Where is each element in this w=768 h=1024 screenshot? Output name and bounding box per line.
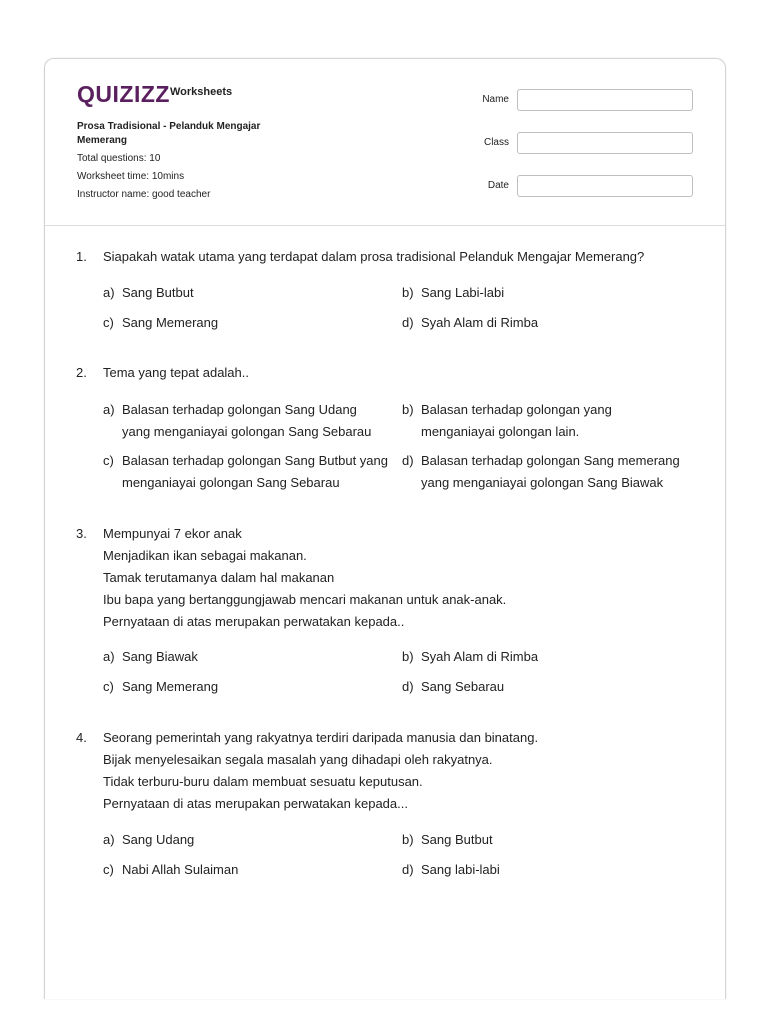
question-line: Mempunyai 7 ekor anak (103, 526, 242, 541)
question-number: 2. (76, 365, 87, 380)
class-field[interactable] (517, 132, 693, 154)
logo-subtitle: Worksheets (170, 86, 233, 98)
question-line: Bijak menyelesaikan segala masalah yang dihadapi oleh rakyatnya. (103, 752, 493, 767)
class-label: Class (483, 137, 509, 148)
quizizz-logo: QUIZIZZ (77, 81, 170, 107)
worksheet-header (45, 59, 725, 226)
question-line: Menjadikan ikan sebagai makanan. (103, 548, 307, 563)
worksheet-time: Worksheet time: 10mins (77, 171, 185, 182)
name-field[interactable] (517, 89, 693, 111)
worksheet-title: Prosa Tradisional - Pelanduk Mengajar Memerang (77, 121, 261, 146)
total-questions: Total questions: 10 (77, 153, 161, 164)
worksheet-page: QUIZIZZ Worksheets Prosa Tradisional - Pelanduk Mengajar Memerang Total questions: 10 Worksheet time: 10mins Instructor name: good teacher Name Class Date 1. Siapakah watak utama yang terdapat dalam prosa tradisional Pelanduk Mengajar Memerang? a) Sang Butbut b) Sang Labi-labi c) Sang Memerang d) Syah Alam di Rimba 2. Tema yang tepat adalah.. a) Balasan terhadap golongan Sang Udang yang menganiayai golongan Sang Sebarau b) Balasan terhadap golongan yang menganiayai golongan lain. c) Balasan terhadap golongan Sang Butbut yang menganiayai golongan Sang Sebarau d) Balasan terhadap golongan Sang memerang yang menganiayai golongan Sang Biawak 3. Mempunyai 7 ekor anak Menjadikan ikan sebagai makanan. Tamak terutamanya dalam hal makanan Ibu bapa yang bertanggungjawab mencari makanan untuk anak-anak. Pernyataan di atas merupakan perwatakan kepada.. a) Sang Biawak b) Syah Alam di Rimba c) Sang Memerang d) Sang Sebarau 4. Seorang pemerintah yang rakyatnya terdiri daripada manusia dan binatang. Bijak menyelesaikan segala masalah yang dihadapi oleh rakyatnya. Tidak terburu-buru dalam membuat sesuatu keputusan. Pernyataan di atas merupakan perwatakan kepada... a) Sang Udang b) Sang Butbut c) Nabi Allah Sulaiman d) Sang labi-labi (44, 58, 726, 999)
question-text (103, 523, 703, 633)
date-field[interactable] (517, 175, 693, 197)
name-label: Name (482, 94, 509, 105)
question-line: Pernyataan di atas merupakan perwatakan kepada.. (103, 614, 405, 629)
question-line: Tamak terutamanya dalam hal makanan (103, 570, 335, 585)
question-number: 4. (76, 730, 87, 745)
date-label: Date (487, 180, 509, 191)
question-line: Tema yang tepat adalah.. (103, 365, 249, 380)
question-line: Pernyataan di atas merupakan perwatakan kepada... (103, 796, 408, 811)
question-text (103, 727, 703, 815)
question-number: 1. (76, 249, 87, 264)
question-line: Ibu bapa yang bertanggungjawab mencari makanan untuk anak-anak. (103, 592, 507, 607)
question-line: Seorang pemerintah yang rakyatnya terdiri daripada manusia dan binatang. (103, 730, 539, 745)
question-text (103, 362, 703, 384)
question-line: Siapakah watak utama yang terdapat dalam prosa tradisional Pelanduk Mengajar Memerang? (103, 249, 645, 264)
instructor-name: Instructor name: good teacher (77, 189, 211, 200)
question-number: 3. (76, 526, 87, 541)
question-line: Tidak terburu-buru dalam membuat sesuatu keputusan. (103, 774, 423, 789)
question-text (103, 246, 703, 268)
